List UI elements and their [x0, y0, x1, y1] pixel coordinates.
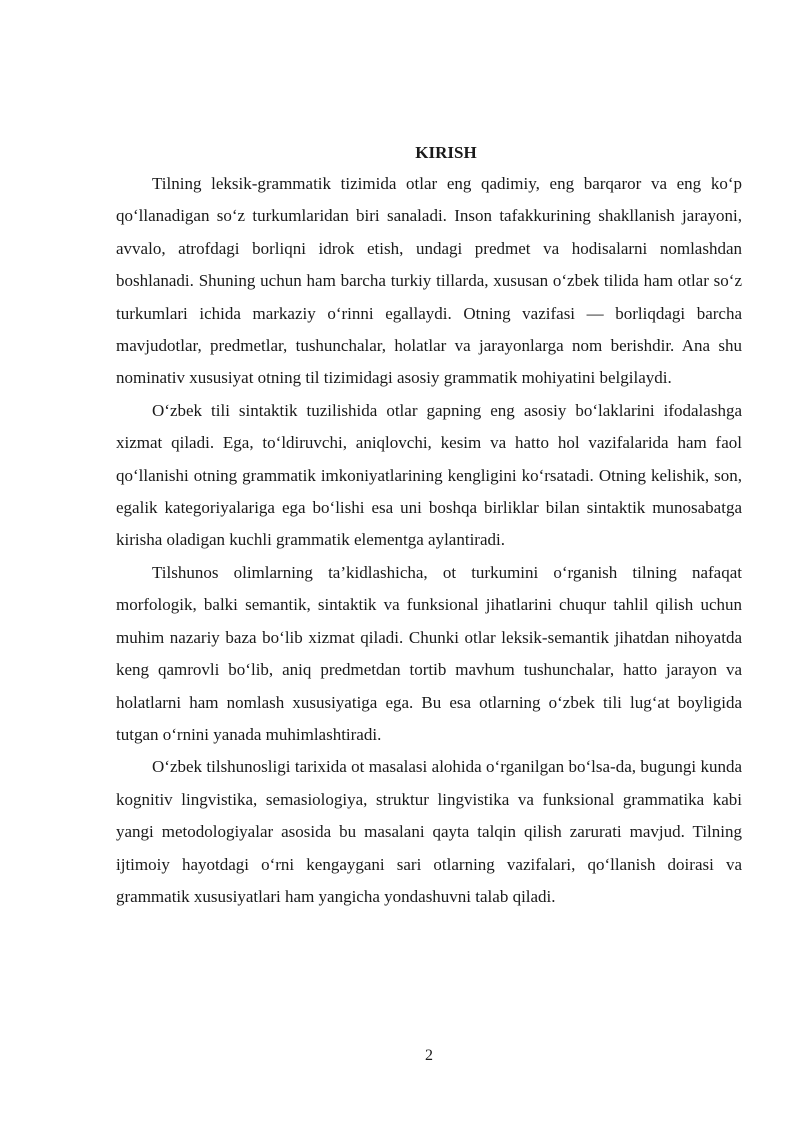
paragraph-3: Tilshunos olimlarning ta’kidlashicha, ot turkumini o‘rganish tilning nafaqat morfologik, balki semantik, sintaktik va funksional jihatlarini chuqur tahlil qilish uchun muhim nazariy baza bo‘lib xizmat qiladi. Chunki otlar leksik-semantik jihatdan nihoyatda keng qamrovli bo‘lib, aniq predmetdan tortib mavhum tushunchalar, hatto jarayon va holatlarni ham nomlash xususiyatiga ega. Bu esa otlarning o‘zbek tili lug‘at boyligida tutgan o‘rnini yanada muhimlashtiradi. [116, 562, 742, 744]
paragraph-2: O‘zbek tili sintaktik tuzilishida otlar gapning eng asosiy bo‘laklarini ifodalashga xizmat qiladi. Ega, to‘ldiruvchi, aniqlovchi, kesim va hatto hol vazifalarida ham faol qo‘llanishi otning grammatik imkoniyatlarining kengligini ko‘rsatadi. Otning kelishik, son, egalik kategoriyalariga ega bo‘lishi esa uni boshqa birliklar bilan sintaktik munosabatga kirisha oladigan kuchli grammatik elementga aylantiradi. [116, 400, 742, 550]
paragraph-4: O‘zbek tilshunosligi tarixida ot masalasi alohida o‘rganilgan bo‘lsa-da, bugungi kunda kognitiv lingvistika, semasiologiya, struktur lingvistika va funksional grammatika kabi yangi metodologiyalar asosida bu masalani qayta talqin qilish zarurati mavjud. Tilning ijtimoiy hayotdagi o‘rni kengaygani sari otlarning vazifalari, qo‘llanish doirasi va grammatik xususiyatlari ham yangicha yondashuvni talab qiladi. [116, 757, 742, 906]
page-number: 2 [425, 1047, 433, 1064]
paragraph-1: Tilning leksik-grammatik tizimida otlar eng qadimiy, eng barqaror va eng ko‘p qo‘llanadigan so‘z turkumlaridan biri sanaladi. Inson tafakkurining shakllanish jarayoni, avvalo, atrofdagi borliqni idrok etish, undagi predmet va hodisalarni nomlashdan boshlanadi. Shuning uchun ham barcha turkiy tillarda, xususan o‘zbek tilida ham otlar so‘z turkumlari ichida markaziy o‘rinni egallaydi. Otning vazifasi — borliqdagi barcha mavjudotlar, predmetlar, tushunchalar, holatlar va jarayonlarga nom berishdir. Ana shu nominativ xususiyat otning til tizimidagi asosiy grammatik mohiyatini belgilaydi. [116, 174, 742, 388]
page-title: KIRISH [415, 143, 477, 162]
page-content [116, 138, 742, 913]
